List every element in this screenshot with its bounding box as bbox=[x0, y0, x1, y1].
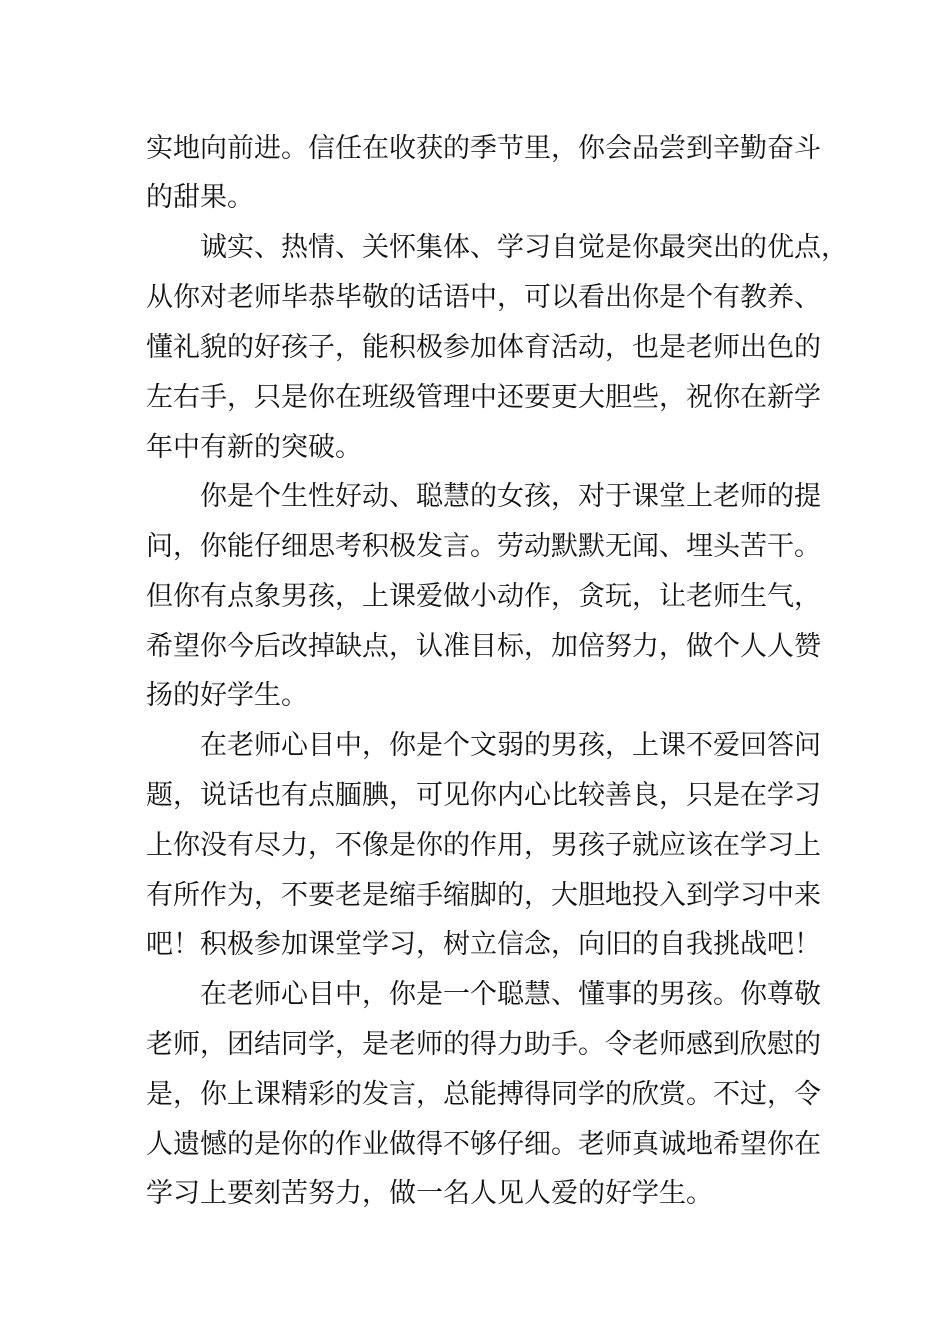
text-line: 人遗憾的是你的作业做得不够仔细。老师真诚地希望你在 bbox=[146, 1129, 821, 1160]
paragraph-first-line: 你是个生性好动、聪慧的女孩，对于课堂上老师的提 bbox=[200, 481, 821, 512]
text-line: 实地向前进。信任在收获的季节里，你会品尝到辛勤奋斗 bbox=[146, 133, 821, 164]
text-line: 从你对老师毕恭毕敬的话语中，可以看出你是个有教养、 bbox=[146, 282, 821, 313]
text-line: 扬的好学生。 bbox=[146, 680, 308, 711]
paragraph-first-line: 在老师心目中，你是个文弱的男孩，上课不爱回答问 bbox=[200, 730, 821, 761]
text-line: 懂礼貌的好孩子，能积极参加体育活动，也是老师出色的 bbox=[146, 332, 821, 363]
text-line: 但你有点象男孩，上课爱做小动作，贪玩，让老师生气， bbox=[146, 581, 821, 612]
text-line: 是，你上课精彩的发言，总能搏得同学的欣赏。不过，令 bbox=[146, 1079, 821, 1110]
text-line: 希望你今后改掉缺点，认准目标，加倍努力，做个人人赞 bbox=[146, 631, 821, 662]
paragraph-first-line: 在老师心目中，你是一个聪慧、懂事的男孩。你尊敬 bbox=[200, 979, 821, 1010]
paragraph-first-line: 诚实、热情、关怀集体、学习自觉是你最突出的优点， bbox=[200, 232, 848, 263]
text-line: 左右手，只是你在班级管理中还要更大胆些，祝你在新学 bbox=[146, 382, 821, 413]
text-line: 吧！积极参加课堂学习，树立信念，向旧的自我挑战吧！ bbox=[146, 929, 821, 960]
text-line: 题，说话也有点腼腆，可见你内心比较善良，只是在学习 bbox=[146, 780, 821, 811]
text-line: 学习上要刻苦努力，做一名人见人爱的好学生。 bbox=[146, 1178, 713, 1209]
text-line: 上你没有尽力，不像是你的作用，男孩子就应该在学习上 bbox=[146, 830, 821, 861]
text-line: 有所作为，不要老是缩手缩脚的，大胆地投入到学习中来 bbox=[146, 880, 821, 911]
text-line: 年中有新的突破。 bbox=[146, 432, 362, 463]
text-line: 老师，团结同学，是老师的得力助手。令老师感到欣慰的 bbox=[146, 1029, 821, 1060]
text-line: 的甜果。 bbox=[146, 182, 254, 213]
text-line: 问，你能仔细思考积极发言。劳动默默无闻、埋头苦干。 bbox=[146, 531, 821, 562]
